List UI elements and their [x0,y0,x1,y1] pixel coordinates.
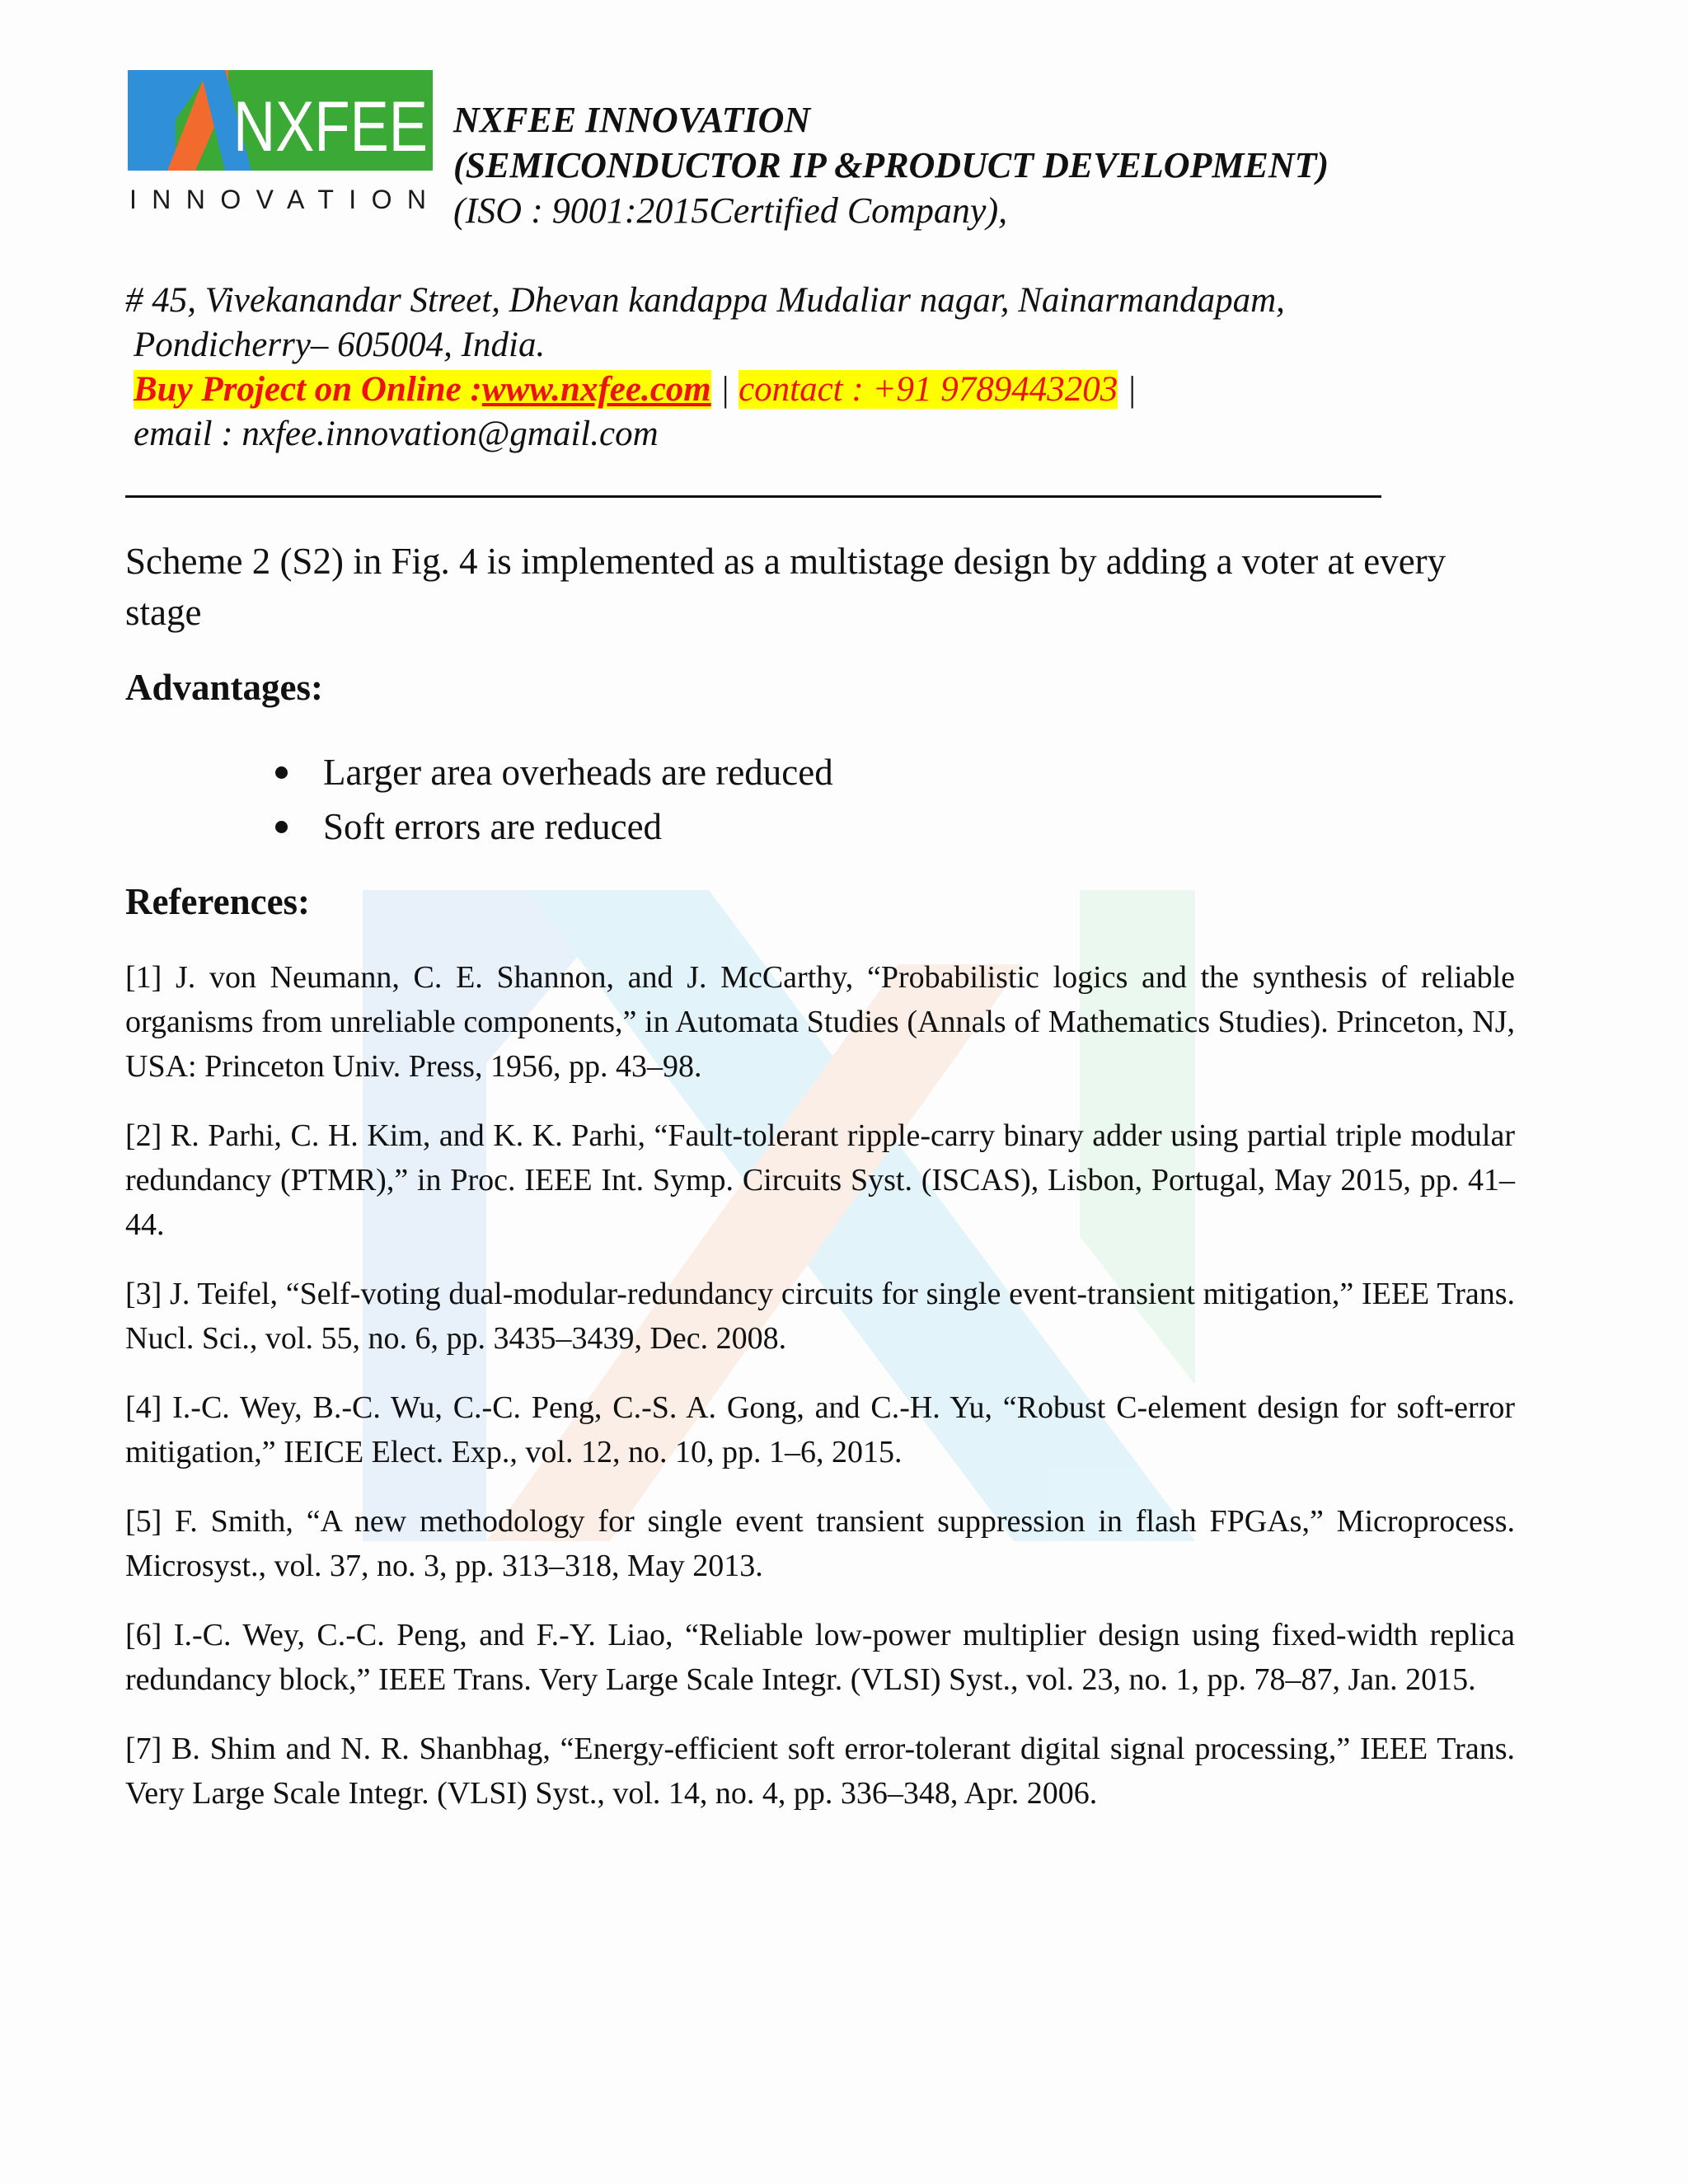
reference-item: [1] J. von Neumann, C. E. Shannon, and J. McCarthy, “Probabilistic logics and the synthesis of reliable organisms from unreliable components,” in Automata Studies (Annals of Mathematics Studies). Princeton, NJ, USA: Princeton Univ. Press, 1956, pp. 43–98. [125,960,1515,1084]
reference-item: [2] R. Parhi, C. H. Kim, and K. K. Parhi, “Fault-tolerant ripple-carry binary adder using partial triple modular redundancy (PTMR),” in Proc. IEEE Int. Symp. Circuits Syst. (ISCAS), Lisbon, Portugal, May 2015, pp. 41–44. [125,1118,1515,1242]
buy-label: Buy Project on Online : [134,370,482,409]
address-line-2: Pondicherry– 605004, India. [134,326,546,364]
bullet-icon [275,766,288,779]
advantage-text: Larger area overheads are reduced [323,752,833,793]
header-divider [125,495,1381,498]
list-item [272,799,833,854]
email-line: email : nxfee.innovation@gmail.com [134,415,659,453]
company-tagline: (SEMICONDUCTOR IP &PRODUCT DEVELOPMENT) [453,145,1329,185]
company-block [453,97,1329,233]
contact-phone: contact : +91 9789443203 [738,370,1118,409]
address-block [125,279,1285,457]
reference-item: [5] F. Smith, “A new methodology for single event transient suppression in flash FPGAs,” Microprocess. Microsyst., vol. 37, no. 3, pp. 313–318, May 2013. [125,1504,1515,1583]
logo-subtitle: INNOVATION [129,185,426,214]
intro-paragraph: Scheme 2 (S2) in Fig. 4 is implemented as a multistage design by adding a voter at every stage [125,541,1447,633]
references-list [125,955,1515,1840]
separator: | [1118,370,1137,409]
list-item [272,745,833,799]
buy-contact-line [125,368,1285,412]
reference-item: [6] I.-C. Wey, C.-C. Peng, and F.-Y. Liao, “Reliable low-power multiplier design using fixed-width replica redundancy block,” IEEE Trans. Very Large Scale Integr. (VLSI) Syst., vol. 23, no. 1, pp. 78–87, Jan. 2015. [125,1618,1515,1697]
advantages-list [272,745,833,854]
reference-item: [7] B. Shim and N. R. Shanbhag, “Energy-efficient soft error-tolerant digital signal processing,” IEEE Trans. Very Large Scale Integr. (VLSI) Syst., vol. 14, no. 4, pp. 336–348, Apr. 2006. [125,1732,1515,1811]
references-heading: References: [125,881,311,922]
reference-item: [3] J. Teifel, “Self-voting dual-modular-redundancy circuits for single event-transient mitigation,” IEEE Trans. Nucl. Sci., vol. 55, no. 6, pp. 3435–3439, Dec. 2008. [125,1277,1515,1356]
advantage-text: Soft errors are reduced [323,806,663,847]
website-link[interactable]: www.nxfee.com [481,370,711,409]
advantages-heading: Advantages: [125,667,324,708]
logo-wordmark: NXFEE [233,87,428,166]
nxfee-logo [128,70,433,218]
separator: | [710,370,739,409]
company-name: NXFEE INNOVATION [453,100,811,140]
bullet-icon [275,821,288,833]
reference-item: [4] I.-C. Wey, B.-C. Wu, C.-C. Peng, C.-S. A. Gong, and C.-H. Yu, “Robust C-element design for soft-error mitigation,” IEICE Elect. Exp., vol. 12, no. 10, pp. 1–6, 2015. [125,1390,1515,1469]
address-line-1: # 45, Vivekanandar Street, Dhevan kandappa Mudaliar nagar, Nainarmandapam, [125,281,1285,320]
certification-text: (ISO : 9001:2015Certified Company), [453,190,1008,231]
